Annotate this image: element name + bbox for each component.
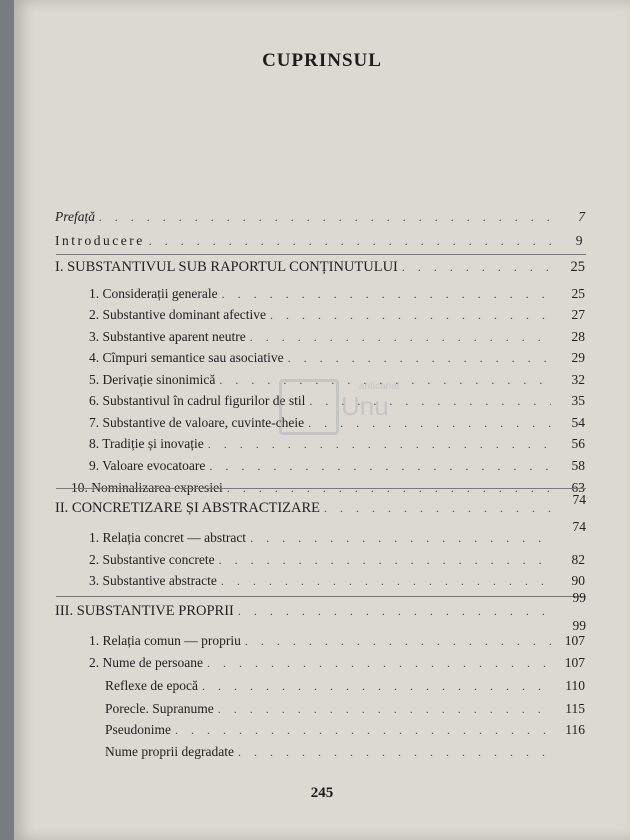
book-page (14, 0, 630, 840)
watermark-logo (279, 375, 419, 435)
leader-dots (245, 634, 551, 649)
toc-entry-label: 3. Substantive abstracte (89, 573, 217, 588)
section-divider (56, 488, 586, 489)
toc-chapter-1 (55, 259, 585, 281)
toc-subentry (89, 329, 585, 351)
toc-subentry (89, 552, 585, 574)
leader-dots (402, 260, 551, 275)
toc-chapter-page: 25 (570, 259, 585, 275)
leader-dots (175, 723, 551, 738)
leader-dots (218, 702, 551, 717)
toc-entry-label: Reflexe de epocă (105, 678, 198, 693)
toc-entry-label: 8. Tradiție și inovație (89, 436, 204, 451)
toc-entry-label: Porecle. Supranume (105, 701, 214, 716)
toc-chapter-2 (55, 500, 585, 522)
leader-dots (207, 656, 551, 671)
toc-entry-label: 2. Substantive concrete (89, 552, 215, 567)
toc-entry-page: 116 (565, 722, 585, 737)
section-divider (56, 254, 586, 255)
toc-subentry (89, 530, 585, 552)
toc-chapter-page: 74 (572, 492, 586, 507)
toc-entry-label: 6. Substantivul în cadrul figurilor de stil (89, 393, 306, 408)
toc-entry-label: 5. Derivație sinonimică (89, 372, 216, 387)
toc-subentry (89, 655, 585, 677)
toc-entry-page: 63 (571, 480, 585, 495)
page-title: CUPRINSUL (262, 50, 382, 71)
toc-entry-page: 110 (565, 678, 585, 693)
toc-entry-label: 9. Valoare evocatoare (89, 458, 206, 473)
toc-subentry (105, 744, 585, 766)
toc-entry-preface (55, 209, 585, 231)
leader-dots (99, 210, 551, 225)
toc-entry-page: 107 (564, 655, 585, 670)
leader-dots (149, 234, 551, 249)
leader-dots (250, 531, 551, 546)
toc-entry-label: 1. Considerații generale (89, 286, 218, 301)
toc-subentry (89, 286, 585, 308)
toc-entry-label: 3. Substantive aparent neutre (89, 329, 246, 344)
toc-entry-page: 115 (565, 701, 585, 716)
toc-chapter-3 (55, 603, 585, 625)
leader-dots (202, 679, 551, 694)
toc-entry-label: Introducere (55, 233, 145, 248)
leader-dots (270, 308, 551, 323)
leader-dots (222, 287, 551, 302)
toc-entry-label: 2. Substantive dominant afective (89, 307, 266, 322)
toc-entry-page: 9 (575, 233, 585, 248)
leader-dots (250, 330, 551, 345)
leader-dots (219, 553, 551, 568)
toc-subentry (89, 436, 585, 458)
leader-dots (208, 437, 551, 452)
toc-entry-label: 2. Nume de persoane (89, 655, 203, 670)
toc-subentry (89, 633, 585, 655)
toc-chapter-label: II. CONCRETIZARE ȘI ABSTRACTIZARE (55, 500, 321, 516)
toc-entry-page: 27 (571, 307, 585, 322)
leader-dots (209, 459, 551, 474)
toc-entry-label: Prefață (55, 209, 95, 224)
watermark-icon (279, 379, 339, 435)
toc-subentry (89, 458, 585, 480)
watermark-text-large: Unu (341, 391, 389, 421)
toc-chapter-label: III. SUBSTANTIVE PROPRII (55, 603, 234, 619)
toc-entry-page: 35 (571, 393, 585, 408)
page-number: 245 (310, 785, 334, 801)
toc-entry-page: 29 (571, 350, 585, 365)
toc-subentry (105, 722, 585, 744)
toc-chapter-page: 99 (572, 590, 586, 605)
toc-subentry (71, 480, 585, 502)
toc-entry-label: 4. Cîmpuri semantice sau asociative (89, 350, 284, 365)
toc-entry-label: 1. Relația concret — abstract (89, 530, 247, 545)
toc-entry-page: 32 (571, 372, 585, 387)
watermark-text-small: anticariat (359, 381, 400, 392)
toc-entry-page: 28 (571, 329, 585, 344)
toc-entry-label: Nume proprii degradate (105, 744, 234, 759)
toc-entry-page: 99 (572, 618, 586, 633)
leader-dots (238, 604, 551, 619)
toc-subentry (89, 307, 585, 329)
toc-entry-page: 90 (571, 573, 585, 588)
toc-entry-page: 56 (571, 436, 585, 451)
leader-dots (221, 574, 551, 589)
leader-dots (288, 351, 551, 366)
toc-subentry (105, 701, 585, 723)
toc-subentry (89, 350, 585, 372)
toc-entry-page: 74 (572, 519, 586, 534)
toc-entry-page: 7 (578, 209, 585, 224)
toc-subentry (89, 573, 585, 595)
leader-dots (324, 501, 551, 516)
toc-entry-label: Pseudonime (105, 722, 171, 737)
toc-entry-introduction (55, 233, 585, 255)
toc-entry-label: 7. Substantive de valoare, cuvinte-cheie (89, 415, 305, 430)
toc-subentry (105, 678, 585, 700)
toc-entry-label: 1. Relația comun — propriu (89, 633, 241, 648)
toc-chapter-label: I. SUBSTANTIVUL SUB RAPORTUL CONȚINUTULUI (55, 259, 398, 275)
toc-entry-page: 82 (571, 552, 585, 567)
toc-entry-label: 10. Nominalizarea expresiei (71, 480, 223, 495)
leader-dots (238, 745, 551, 760)
toc-entry-page: 58 (571, 458, 585, 473)
section-divider (56, 596, 586, 597)
toc-entry-page: 54 (571, 415, 585, 430)
toc-entry-page: 107 (564, 633, 585, 648)
toc-entry-page: 25 (571, 286, 585, 301)
